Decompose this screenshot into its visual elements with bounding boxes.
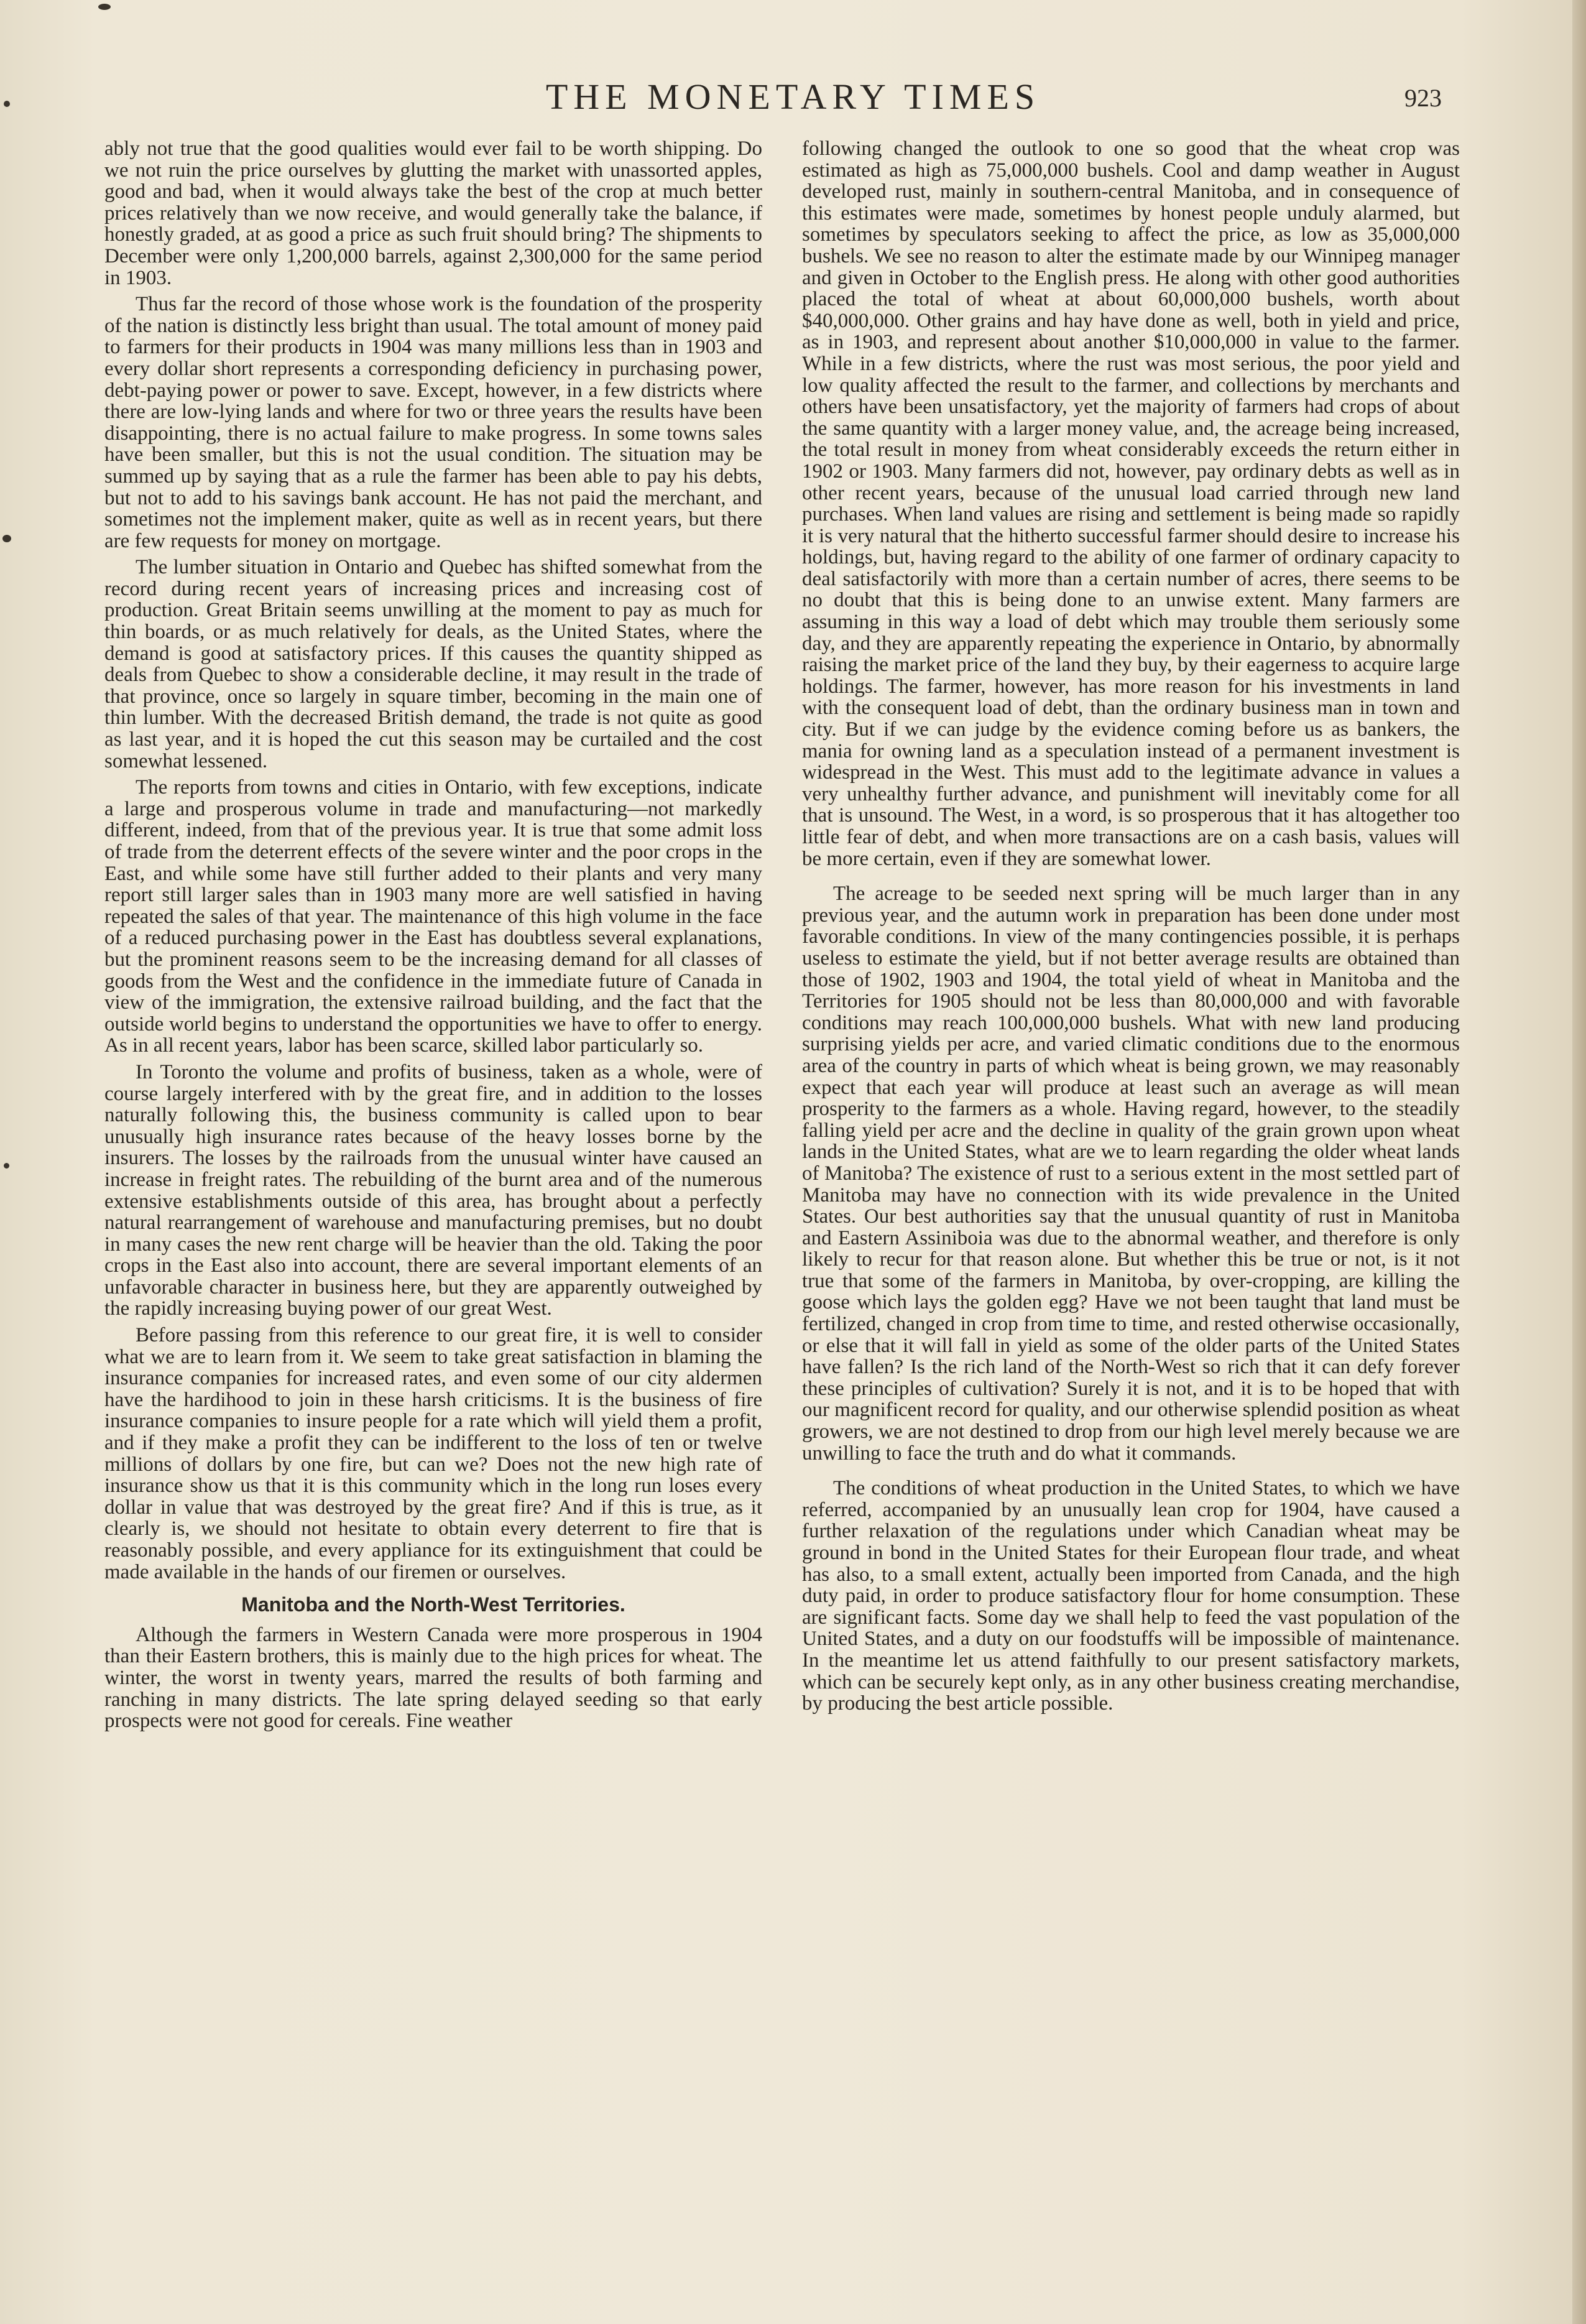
masthead-title: THE MONETARY TIMES [545, 76, 1041, 117]
ink-speck [2, 535, 11, 542]
page-number: 923 [1404, 84, 1442, 112]
ink-speck [98, 4, 111, 10]
paragraph: following changed the outlook to one so good that the wheat crop was estimated as high as 75,000,000 bushels. Cool and damp weather in August developed rust, mainly in southern-central Manitoba, and in consequence of this estimates were made, sometimes by honest people unduly alarmed, but sometimes by speculators seeking to affect the price, as low as 35,000,000 bushels. We see no reason to alter the estimate made by our Winnipeg manager and given in October to the English press. He along with other good authorities placed the total of wheat at about 60,000,000 bushels, worth about $40,000,000. Other grains and hay have done as well, both in yield and price, as in 1903, and represent about another $10,000,000 in value to the farmer. While in a few districts, where the rust was most serious, the poor yield and low quality affected the result to the farmer, and collections by merchants and others have been unsatisfactory, yet the majority of farmers had crops of about the same quantity with a larger money value, and, the acreage being increased, the total result in money from wheat considerably exceeds the return either in 1902 or 1903. Many farmers did not, however, pay ordinary debts as well as in other recent years, because of the unusual load carried through new land purchases. When land values are rising and settlement is being made so rapidly it is very natural that the hitherto successful farmer should desire to increase his holdings, but, having regard to the ability of one farmer of ordinary capacity to deal satisfactorily with more than a certain number of acres, there seems to be no doubt that this is being done to an unwise extent. Many farmers are assuming in this way a load of debt which may trouble them seriously some day, and they are apparently repeating the experience in Ontario, by abnormally raising the market price of the land they buy, by their eagerness to acquire large holdings. The farmer, however, has more reason for his investments in land with the consequent load of debt, than the ordinary business man in town and city. But if we can judge by the evidence coming before us as bankers, the mania for owning land as a speculation instead of a permanent investment is widespread in the West. This must add to the legitimate advance in values a very unhealthy further advance, and punishment will inevitably come for all that is unsound. The West, in a word, is so prosperous that it has altogether too little fear of debt, and when more transactions are on a cash basis, values will be more certain, even if they are somewhat lower. [802, 138, 1460, 870]
paragraph: The lumber situation in Ontario and Quebec has shifted somewhat from the record during recent years of increasing prices and increasing cost of production. Great Britain seems unwilling at the moment to pay as much for thin boards, or as much relatively for deals, as the United States, where the demand is good at satisfactory prices. If this causes the quantity shipped as deals from Quebec to show a considerable decline, it may result in the trade of that province, once so largely in square timber, becoming in the main one of thin lumber. With the decreased British demand, the trade is not quite as good as last year, and it is hoped the cut this season may be curtailed and the cost somewhat lessened. [104, 556, 762, 772]
page-header [0, 76, 1586, 126]
paragraph: The acreage to be seeded next spring will be much larger than in any previous year, and the autumn work in preparation has been done under most favorable conditions. In view of the many contingencies possible, it is perhaps useless to estimate the yield, but if not better average results are obtained than those of 1902, 1903 and 1904, the total yield of wheat in Manitoba and the Territories for 1905 should not be less than 80,000,000 and with favorable conditions may reach 100,000,000 bushels. What with new land producing surprising yields per acre, and varied climatic conditions due to the enormous area of the country in parts of which wheat is being grown, we may reasonably expect that each year will produce at least such an average as will mean prosperity to the farmers as a whole. Having regard, however, to the steadily falling yield per acre and the decline in quality of the grain grown upon wheat lands in the United States, what are we to learn regarding the older wheat lands of Manitoba? The existence of rust to a serious extent in the most settled part of Manitoba may have no connection with its wide prevalence in the United States. Our best authorities say that the unusual quantity of rust in Manitoba and Eastern Assiniboia was due to the abnormal weather, and therefore is only likely to recur for that reason alone. But whether this be true or not, is it not true that some of the farmers in Manitoba, by over-cropping, are killing the goose which lays the golden egg? Have we not been taught that land must be fertilized, changed in crop from time to time, and rested otherwise occasionally, or else that it will fall in yield as some of the older parts of the United States have fallen? Is the rich land of the North-West so rich that it can defy forever these principles of cultivation? Surely it is not, and it is to be hoped that with our magnificent record for quality, and our otherwise splendid position as wheat growers, we are not destined to drop from our high level merely because we are unwilling to face the truth and do what it commands. [802, 882, 1460, 1465]
left-column [104, 138, 762, 2252]
ink-speck [4, 1163, 9, 1169]
page-edge [1572, 0, 1586, 2324]
paragraph: Thus far the record of those whose work is the foundation of the prosperity of the nation is distinctly less bright than usual. The total amount of money paid to farmers for their products in 1904 was many millions less than in 1903 and every dollar short represents a corresponding deficiency in purchasing power, debt-paying power or power to save. Except, however, in a few districts where there are low-lying lands and where for two or three years the results have been disappointing, there is no actual failure to make progress. In some towns sales have been smaller, but this is not the usual condition. The situation may be summed up by saying that as a rule the farmer has been able to pay his debts, but not to add to his savings bank account. He has not paid the merchant, and sometimes not the implement maker, quite as well as in recent years, but there are few requests for money on mortgage. [104, 293, 762, 552]
paragraph: In Toronto the volume and profits of business, taken as a whole, were of course largely interfered with by the great fire, and in addition to the losses naturally following this, the business community is called upon to bear unusually high insurance rates because of the heavy losses borne by the insurers. The losses by the railroads from the unusual winter have caused an increase in freight rates. The rebuilding of the burnt area and of the numerous extensive establishments outside of this area, has brought about a perfectly natural rearrangement of warehouse and manufacturing premises, but no doubt in many cases the new rent charge will be heavier than the old. Taking the poor crops in the East also into account, there are several important elements of an unfavorable character in business here, but they are apparently outweighed by the rapidly increasing buying power of our great West. [104, 1060, 762, 1320]
paragraph: The reports from towns and cities in Ontario, with few exceptions, indicate a large and prosperous volume in trade and manufacturing—not markedly different, indeed, from that of the previous year. It is true that some admit loss of trade from the deterrent effects of the severe winter and the poor crops in the East, and while some have still further added to their plants and very many report still larger sales than in 1903 many more are well satisfied in having repeated the sales of that year. The maintenance of this high volume in the face of a reduced purchasing power in the East has doubtless several explanations, but the prominent reasons seem to be the increasing demand for all classes of goods from the West and the confidence in the immediate future of Canada in view of the immigration, the extensive railroad building, and the fact that the outside world begins to understand the opportunities we have to offer to energy. As in all recent years, labor has been scarce, skilled labor particularly so. [104, 776, 762, 1057]
paragraph: Although the farmers in Western Canada were more prosperous in 1904 than their Eastern brothers, this is mainly due to the high prices for wheat. The winter, the worst in twenty years, marred the results of both farming and ranching in many districts. The late spring delayed seeding so that early prospects were not good for cereals. Fine weather [104, 1623, 762, 1733]
paragraph: The conditions of wheat production in the United States, to which we have referred, accompanied by an unusually lean crop for 1904, have caused a further relaxation of the regulations under which Canadian wheat may be ground in bond in the United States for their European flour trade, and wheat has also, to a small extent, actually been imported from Canada, and the high duty paid, in order to produce satisfactory flour for home consumption. These are significant facts. Some day we shall help to feed the vast population of the United States, and a duty on our foodstuffs will be impossible of maintenance. In the meantime let us attend faithfully to our present satisfactory markets, which can be securely kept only, as in any other business creating merchandise, by producing the best article possible. [802, 1477, 1460, 1715]
section-heading: Manitoba and the North-West Territories. [241, 1593, 625, 1616]
paragraph: ably not true that the good qualities would ever fail to be worth shipping. Do we not ruin the price ourselves by glutting the market with unassorted apples, good and bad, when it would always take the best of the crop at much better prices relatively than we now receive, and would generally take the balance, if honestly graded, at as good a price as such fruit should bring? The shipments to December were only 1,200,000 barrels, against 2,300,000 for the same period in 1903. [104, 138, 762, 289]
right-column [802, 138, 1460, 2252]
paragraph: Before passing from this reference to our great fire, it is well to consider what we are to learn from it. We seem to take great satisfaction in blaming the insurance companies for increased rates, and even some of our city aldermen have the hardihood to join in these harsh criticisms. It is the business of fire insurance companies to insure people for a rate which will yield them a profit, and if they make a profit they can be indifferent to the loss of ten or twelve millions of dollars by one fire, but can we? Does not the new high rate of insurance show us that it is this community which in the long run loses every dollar in value that was destroyed by the great fire? And if this is true, as it clearly is, we should not hesitate to obtain every deterrent to fire that is reasonably possible, and every appliance for its extinguishment that could be made available in the hands of our firemen or ourselves. [104, 1324, 762, 1583]
